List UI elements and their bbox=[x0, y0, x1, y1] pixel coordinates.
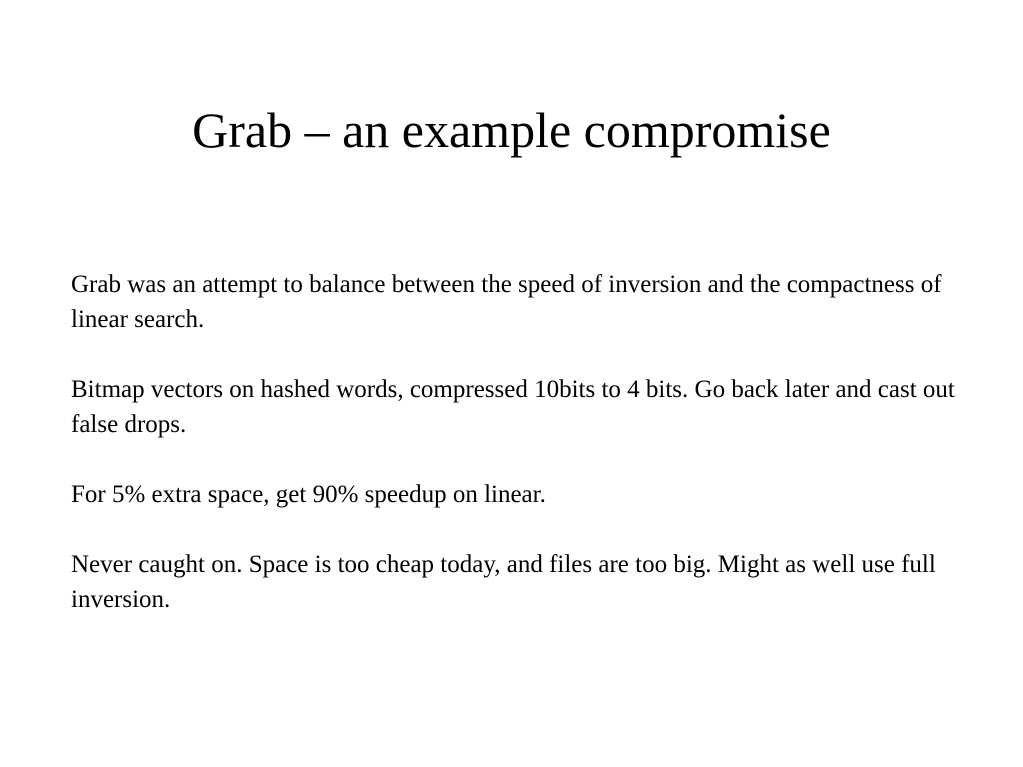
paragraph-never-caught-on: Never caught on. Space is too cheap today, and files are too big. Might as well use full inversion. bbox=[71, 551, 936, 613]
slide-body bbox=[71, 267, 1001, 617]
paragraph-extra-space: For 5% extra space, get 90% speedup on linear. bbox=[71, 481, 546, 508]
paragraph-bitmap-vectors: Bitmap vectors on hashed words, compressed 10bits to 4 bits. Go back later and cast out false drops. bbox=[71, 376, 955, 438]
paragraph-grab-attempt: Grab was an attempt to balance between the speed of inversion and the compactness of linear search. bbox=[71, 271, 942, 333]
slide-title: Grab – an example compromise bbox=[192, 102, 831, 158]
